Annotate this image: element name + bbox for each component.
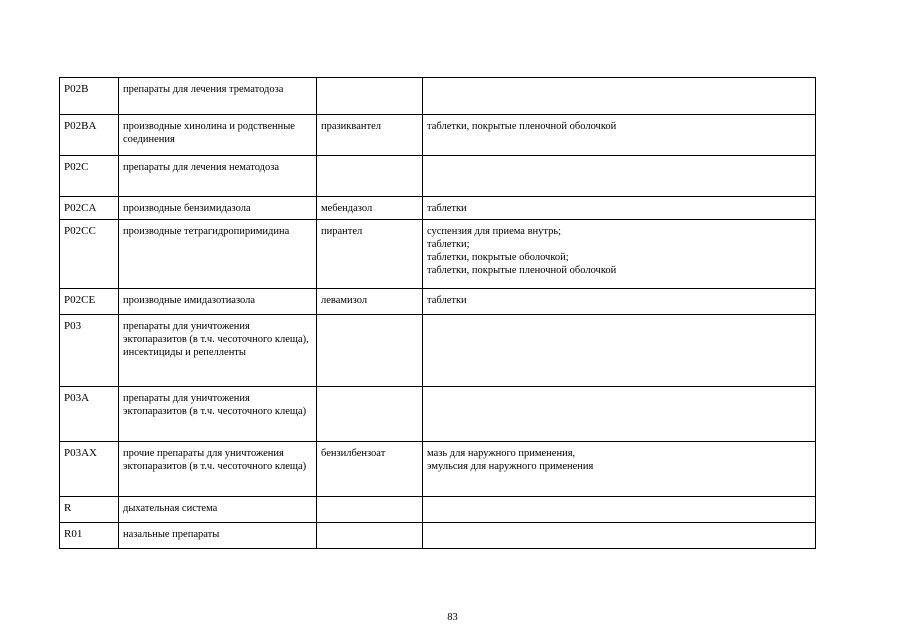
dosage-form-cell xyxy=(423,315,816,387)
table-row xyxy=(60,442,816,497)
atc-code-cell: R xyxy=(60,497,119,523)
table-row xyxy=(60,523,816,549)
group-name-cell: препараты для уничтожения эктопаразитов (в т.ч. чесоточного клеща), инсектициды и репелленты xyxy=(119,315,317,387)
dosage-form-line: таблетки, покрытые пленочной оболочкой xyxy=(427,121,617,132)
dosage-form-line: таблетки xyxy=(427,203,467,214)
table-row xyxy=(60,387,816,442)
dosage-form-cell xyxy=(423,289,816,315)
group-name-cell: производные имидазотиазола xyxy=(119,289,317,315)
group-name-cell: производные тетрагидропиримидина xyxy=(119,220,317,289)
table-row xyxy=(60,78,816,115)
dosage-form-line: таблетки; xyxy=(427,239,470,250)
dosage-form-cell xyxy=(423,78,816,115)
drug-name-cell: левамизол xyxy=(317,289,423,315)
dosage-form-line: суспензия для приема внутрь; xyxy=(427,226,562,237)
dosage-form-line: таблетки, покрытые пленочной оболочкой xyxy=(427,265,617,276)
dosage-form-cell xyxy=(423,197,816,220)
atc-code-cell: P03A xyxy=(60,387,119,442)
atc-code-cell: P03AX xyxy=(60,442,119,497)
table-row xyxy=(60,315,816,387)
drug-name-cell xyxy=(317,315,423,387)
dosage-form-cell xyxy=(423,156,816,197)
group-name-cell: дыхательная система xyxy=(119,497,317,523)
group-name-cell: препараты для лечения нематодоза xyxy=(119,156,317,197)
group-name-cell: препараты для лечения трематодоза xyxy=(119,78,317,115)
atc-code-cell: P02CA xyxy=(60,197,119,220)
drug-name-cell xyxy=(317,387,423,442)
group-name-cell: назальные препараты xyxy=(119,523,317,549)
table-row xyxy=(60,497,816,523)
atc-code-cell: P02B xyxy=(60,78,119,115)
table-row xyxy=(60,156,816,197)
group-name-cell: производные бензимидазола xyxy=(119,197,317,220)
drug-name-cell: мебендазол xyxy=(317,197,423,220)
atc-code-cell: P02C xyxy=(60,156,119,197)
dosage-form-cell xyxy=(423,497,816,523)
atc-code-cell: R01 xyxy=(60,523,119,549)
dosage-form-line: таблетки, покрытые оболочкой; xyxy=(427,252,569,263)
dosage-form-cell xyxy=(423,220,816,289)
dosage-form-line: таблетки xyxy=(427,295,467,306)
group-name-cell: препараты для уничтожения эктопаразитов (в т.ч. чесоточного клеща) xyxy=(119,387,317,442)
drug-name-cell xyxy=(317,156,423,197)
atc-drug-table xyxy=(59,77,816,549)
drug-name-cell xyxy=(317,78,423,115)
dosage-form-cell xyxy=(423,387,816,442)
page-number: 83 xyxy=(447,612,458,623)
drug-name-cell xyxy=(317,523,423,549)
dosage-form-line: мазь для наружного применения, xyxy=(427,448,576,459)
drug-name-cell: бензилбензоат xyxy=(317,442,423,497)
table-row xyxy=(60,289,816,315)
group-name-cell: производные хинолина и родственные соединения xyxy=(119,115,317,156)
table-body xyxy=(60,78,816,549)
drug-name-cell: пирантел xyxy=(317,220,423,289)
table-row xyxy=(60,220,816,289)
atc-code-cell: P02CC xyxy=(60,220,119,289)
dosage-form-line: эмульсия для наружного применения xyxy=(427,461,594,472)
dosage-form-cell xyxy=(423,115,816,156)
drug-name-cell xyxy=(317,497,423,523)
atc-code-cell: P02BA xyxy=(60,115,119,156)
table-row xyxy=(60,115,816,156)
group-name-cell: прочие препараты для уничтожения эктопаразитов (в т.ч. чесоточного клеща) xyxy=(119,442,317,497)
table-row xyxy=(60,197,816,220)
atc-code-cell: P02CE xyxy=(60,289,119,315)
dosage-form-cell xyxy=(423,442,816,497)
dosage-form-cell xyxy=(423,523,816,549)
atc-code-cell: P03 xyxy=(60,315,119,387)
drug-name-cell: празиквантел xyxy=(317,115,423,156)
